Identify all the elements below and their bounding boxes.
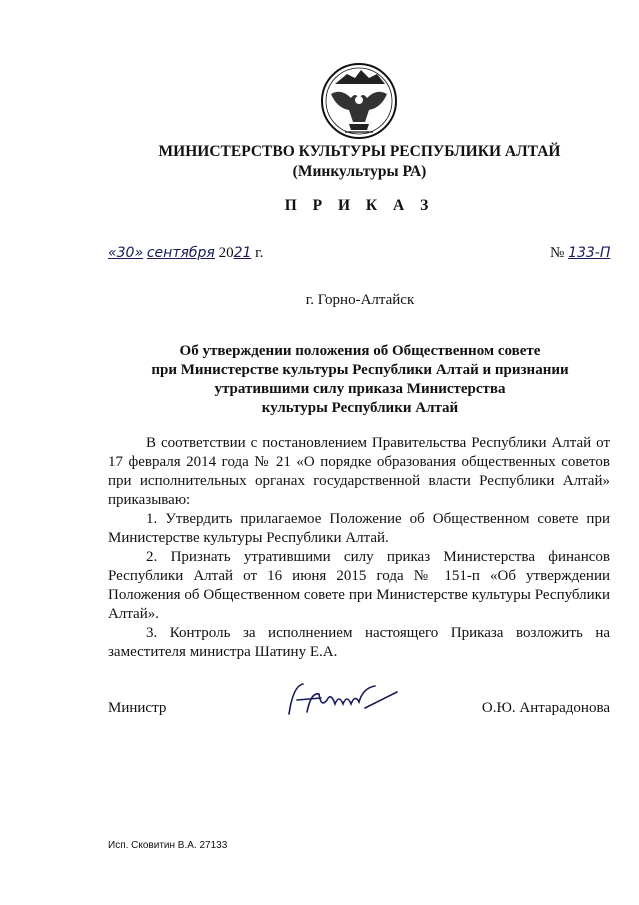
handwritten-signature — [281, 678, 401, 722]
executor-footer: Исп. Сковитин В.А. 27133 — [108, 840, 228, 851]
subject-line: Об утверждении положения об Общественном совете — [179, 343, 541, 359]
subject-line: при Министерстве культуры Республики Алтай и признании — [151, 362, 569, 378]
date-open-quote: « — [108, 245, 117, 261]
city: г. Горно-Алтайск — [305, 292, 415, 308]
date-close-quote: » — [134, 245, 144, 261]
document-subject — [110, 342, 610, 418]
organization-name: МИНИСТЕРСТВО КУЛЬТУРЫ РЕСПУБЛИКИ АЛТАЙ — [158, 143, 561, 160]
date-month: сентября — [146, 245, 215, 261]
body-paragraph: 3. Контроль за исполнением настоящего Приказа возложить на заместителя министра Шатину Е.А. — [108, 625, 610, 660]
date-year-prefix: 20 — [218, 245, 234, 261]
signatory-name: О.Ю. Антарадонова — [481, 700, 610, 716]
document-body — [108, 434, 610, 662]
document-type-title: П Р И К А З — [284, 197, 435, 214]
body-paragraph: 1. Утвердить прилагаемое Положение об Общественном совете при Министерстве культуры Республики Алтай. — [108, 511, 610, 546]
subject-line: утратившими силу приказа Министерства — [214, 381, 506, 397]
signatory-title: Министр — [108, 700, 167, 716]
signature-block — [108, 700, 610, 724]
coat-of-arms-icon — [311, 62, 407, 140]
body-paragraph: В соответствии с постановлением Правительства Республики Алтай от 17 февраля 2014 года № 21 «О порядке образования общественных советов при исполнительных органах государственной власти Республики Алтай» приказываю: — [108, 435, 610, 508]
subject-line: культуры Республики Алтай — [261, 400, 459, 416]
date-day: 30 — [116, 245, 135, 261]
number-value: 133-П — [568, 245, 611, 261]
organization-short-name: (Минкультуры РА) — [292, 163, 427, 180]
document-number — [550, 245, 610, 262]
date-year-suffix: 21 — [233, 245, 252, 261]
document-date — [108, 245, 263, 262]
number-prefix: № — [550, 245, 565, 261]
body-paragraph: 2. Признать утратившими силу приказ Министерства финансов Республики Алтай от 16 июня 2015 года № 151-п «Об утверждении Положения об Общественном совете при Министерстве культуры Республики Алтай». — [108, 549, 610, 622]
date-suffix: г. — [255, 245, 264, 261]
